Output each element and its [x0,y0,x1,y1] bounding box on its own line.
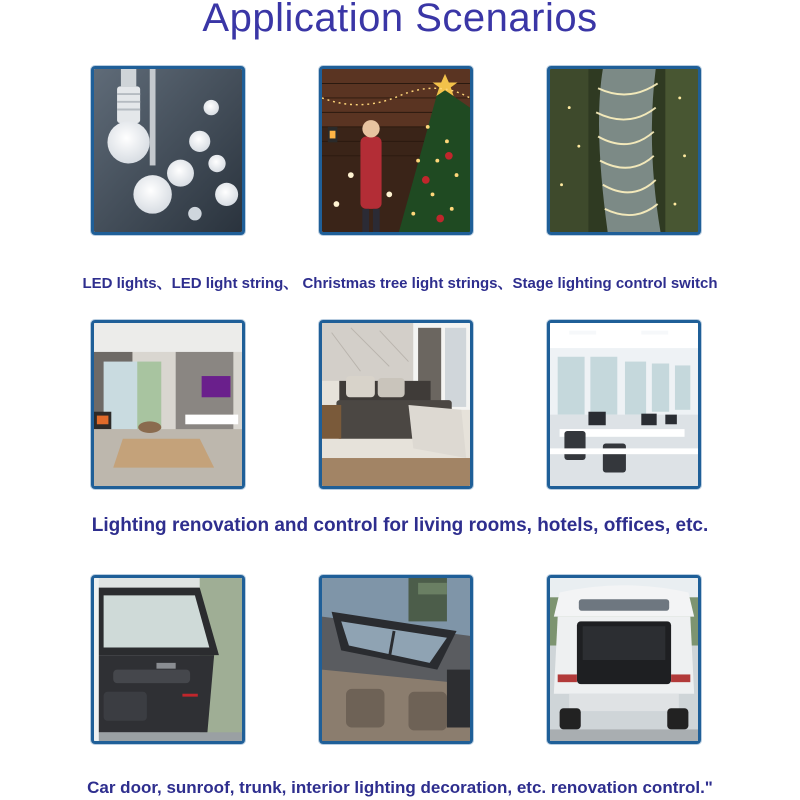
caption-room-lighting: Lighting renovation and control for living rooms, hotels, offices, etc. [91,515,709,536]
page-title: Application Scenarios [202,0,598,40]
hotel-room-photo [319,320,473,489]
caption-lighting-types: LED lights、LED light string、 Christmas tree light strings、Stage lighting control switch [82,275,718,292]
car-trunk-photo [547,575,701,744]
office-photo [547,320,701,489]
tree-light-string-photo [547,66,701,235]
caption-car-lighting: Car door, sunroof, trunk, interior lighting decoration, etc. renovation control." [87,778,713,797]
car-door-photo [91,575,245,744]
led-bulbs-photo [91,66,245,235]
living-room-photo [91,320,245,489]
sunroof-photo [319,575,473,744]
christmas-tree-photo [319,66,473,235]
